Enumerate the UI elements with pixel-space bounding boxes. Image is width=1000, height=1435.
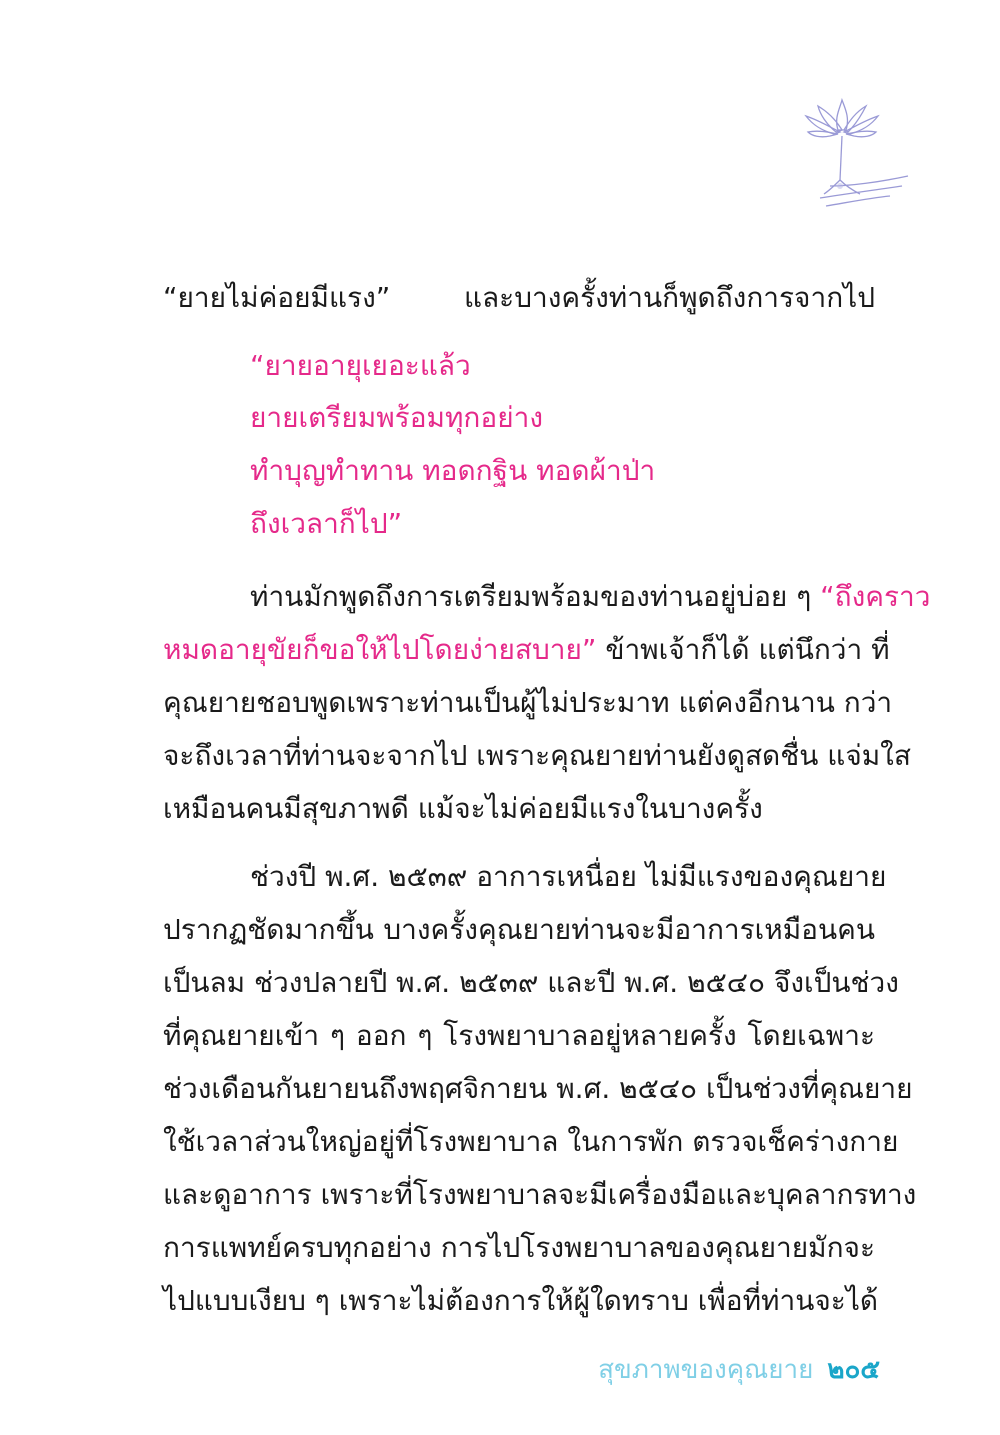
paragraph-line: ช่วงปี พ.ศ. ๒๕๓๙ อาการเหนื่อย ไม่มีแรงของคุณยาย — [250, 860, 887, 893]
paragraph-line: การแพทย์ครบทุกอย่าง การไปโรงพยาบาลของคุณยายมักจะ — [163, 1231, 875, 1264]
lotus-icon — [790, 90, 920, 215]
paragraph-line: ที่คุณยายเข้า ๆ ออก ๆ โรงพยาบาลอยู่หลายครั้ง โดยเฉพาะ — [163, 1019, 875, 1052]
paragraph-line: คุณยายชอบพูดเพราะท่านเป็นผู้ไม่ประมาท แต่คงอีกนาน กว่า — [163, 686, 893, 719]
paragraph-text: ข้าพเจ้าก็ได้ แต่นึกว่า ที่ — [596, 633, 890, 666]
quote-line: “ยายอายุเยอะแล้ว — [250, 349, 471, 382]
paragraph-line: เหมือนคนมีสุขภาพดี แม้จะไม่ค่อยมีแรงในบางครั้ง — [163, 792, 763, 825]
paragraph-line: เป็นลม ช่วงปลายปี พ.ศ. ๒๕๓๙ และปี พ.ศ. ๒๕๔๐ จึงเป็นช่วง — [163, 966, 899, 999]
quote-line: ถึงเวลาก็ไป” — [250, 507, 403, 540]
paragraph-line: จะถึงเวลาที่ท่านจะจากไป เพราะคุณยายท่านยังดูสดชื่น แจ่มใส — [163, 739, 911, 772]
paragraph-line — [250, 577, 931, 617]
paragraph-line: ช่วงเดือนกันยายนถึงพฤศจิกายน พ.ศ. ๒๕๔๐ เป็นช่วงที่คุณยาย — [163, 1072, 913, 1105]
paragraph-line: ปรากฏชัดมากขึ้น บางครั้งคุณยายท่านจะมีอาการเหมือนคน — [163, 913, 875, 946]
highlighted-quote: หมดอายุขัยก็ขอให้ไปโดยง่ายสบาย” — [163, 633, 597, 666]
intro-line: “ยายไม่ค่อยมีแรง” และบางครั้งท่านก็พูดถึงการจากไป — [163, 281, 875, 314]
quote-line: ทำบุญทำทาน ทอดกฐิน ทอดผ้าป่า — [250, 454, 656, 487]
paragraph-text: ท่านมักพูดถึงการเตรียมพร้อมของท่านอยู่บ่อย ๆ — [250, 580, 812, 613]
quote-line: ยายเตรียมพร้อมทุกอย่าง — [250, 401, 543, 434]
paragraph-line: และดูอาการ เพราะที่โรงพยาบาลจะมีเครื่องมือและบุคลากรทาง — [163, 1178, 917, 1211]
highlighted-quote: “ถึงคราว — [820, 580, 931, 613]
book-title: สุขภาพของคุณยาย — [598, 1355, 814, 1385]
paragraph-line: ไปแบบเงียบ ๆ เพราะไม่ต้องการให้ผู้ใดทราบ เพื่อที่ท่านจะได้ — [163, 1284, 879, 1317]
paragraph-line: ใช้เวลาส่วนใหญ่อยู่ที่โรงพยาบาล ในการพัก ตรวจเช็คร่างกาย — [163, 1125, 899, 1158]
paragraph-line — [163, 630, 890, 670]
page-number: ๒๐๕ — [827, 1355, 880, 1385]
running-footer — [590, 1352, 880, 1388]
